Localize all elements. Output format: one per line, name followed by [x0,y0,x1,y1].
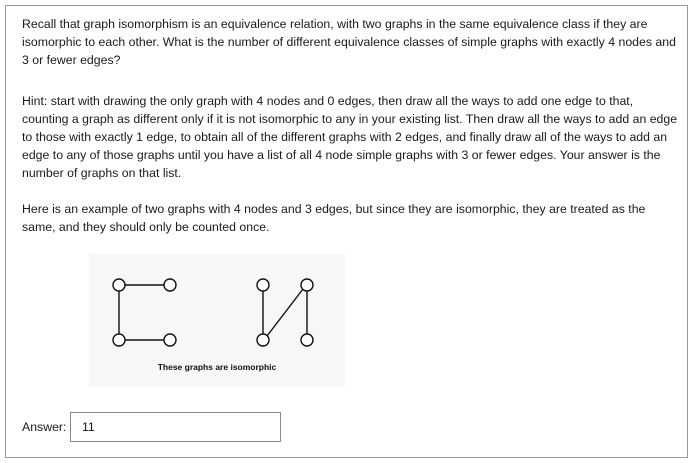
question-hint: Hint: start with drawing the only graph with 4 nodes and 0 edges, then draw all the ways to add one edge to that, counting a graph as different only if it is not isomorphic to any in your existing list. Then draw all the ways to add an edge to those with exactly 1 edge, to obtain all of the different graphs with 2 edges, and finally draw all of the ways to add an edge to any of those graphs until you have a list of all 4 node simple graphs with 3 or fewer edges. Your answer is the number of graphs on that list. [22,94,678,180]
question-intro: Recall that graph isomorphism is an equivalence relation, with two graphs in the same equivalence class if they are isomorphic to each other. What is the number of different equivalence classes of simple graphs with exactly 4 nodes and 3 or fewer edges? [22,17,676,67]
graph2-node [301,334,313,346]
graph2-edge-diagonal [267,289,303,336]
answer-label: Answer: [22,420,67,434]
graph2-node [257,334,269,346]
answer-input[interactable] [70,412,281,442]
graph1-node [164,334,176,346]
question-example: Here is an example of two graphs with 4 nodes and 3 edges, but since they are isomorphic, they are treated as the same, and they should only be counted once. [22,202,646,234]
graphs-diagram [89,254,345,364]
isomorphic-graphs-figure [89,254,345,387]
question-panel [5,5,688,458]
figure-caption: These graphs are isomorphic [157,362,277,372]
graph1-node [113,334,125,346]
graph1-node [113,279,125,291]
graph2-node [301,279,313,291]
graph1-node [164,279,176,291]
graph2-node [257,279,269,291]
